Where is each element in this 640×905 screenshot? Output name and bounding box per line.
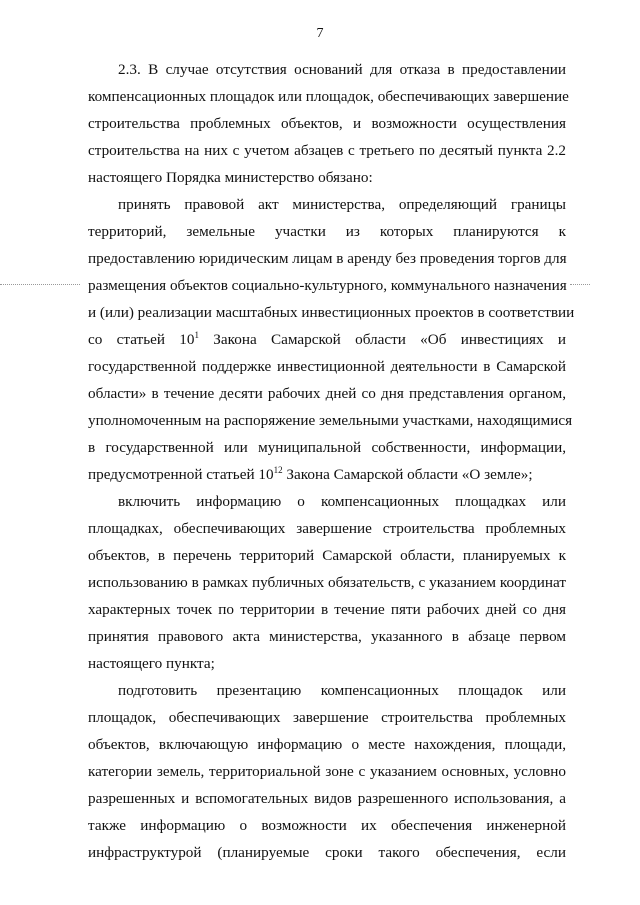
text-line (88, 465, 566, 485)
text-line (88, 330, 566, 350)
page-number: 7 (316, 26, 324, 41)
text-line: принять правовой акт министерства, определяющий границы (118, 196, 566, 213)
scan-mark-right (570, 284, 590, 285)
text-line: использованию в рамках публичных обязательств, с указанием координат (88, 574, 566, 591)
text-line: площадок, обеспечивающих завершение строительства проблемных (88, 709, 566, 726)
text-span: Закона Самарской области «Об инвестициях и (213, 331, 567, 348)
text-line: площадках, обеспечивающих завершение строительства проблемных (88, 520, 566, 537)
text-line: включить информацию о компенсационных площадках или (118, 493, 566, 510)
text-line: настоящего Порядка министерство обязано: (88, 169, 373, 186)
text-line: области» в течение десяти рабочих дней со дня представления органом, (88, 385, 566, 402)
text-span: предусмотренной статьей 10 (88, 466, 274, 483)
text-line: компенсационных площадок или площадок, обеспечивающих завершение (88, 88, 569, 105)
superscript: 12 (273, 464, 283, 475)
superscript: 1 (194, 329, 199, 340)
text-line: категории земель, территориальной зоне с указанием основных, условно (88, 763, 566, 780)
text-line: территорий, земельные участки из которых планируются к (88, 223, 566, 240)
text-line: характерных точек по территории в течение пяти рабочих дней со дня (88, 601, 566, 618)
text-line: уполномоченным на распоряжение земельными участками, находящимися (88, 412, 573, 429)
text-line: строительства проблемных объектов, и возможности осуществления (88, 115, 566, 132)
text-line: инфраструктурой (планируемые сроки такого обеспечения, если (88, 844, 566, 861)
text-span: со статьей 10 (88, 331, 195, 348)
text-line: строительства на них с учетом абзацев с третьего по десятый пункта 2.2 (88, 142, 566, 159)
text-line: государственной поддержке инвестиционной деятельности в Самарской (88, 358, 566, 375)
text-span: Закона Самарской области «О земле»; (286, 466, 533, 483)
text-line: подготовить презентацию компенсационных площадок или (118, 682, 566, 699)
text-line: принятия правового акта министерства, указанного в абзаце первом (88, 628, 566, 645)
text-line: размещения объектов социально-культурного, коммунального назначения (88, 277, 567, 294)
text-line: объектов, в перечень территорий Самарской области, планируемых к (88, 547, 566, 564)
text-line: в государственной или муниципальной собственности, информации, (88, 439, 566, 456)
text-line: настоящего пункта; (88, 655, 215, 672)
text-line: разрешенных и вспомогательных видов разрешенного использования, а (88, 790, 566, 807)
text-line: объектов, включающую информацию о месте нахождения, площади, (88, 736, 566, 753)
text-line: 2.3. В случае отсутствия оснований для отказа в предоставлении (118, 61, 566, 78)
text-line: и (или) реализации масштабных инвестиционных проектов в соответствии (88, 304, 575, 321)
text-line: также информацию о возможности их обеспечения инженерной (88, 817, 566, 834)
text-line: предоставлению юридическим лицам в аренду без проведения торгов для (88, 250, 567, 267)
scan-mark-left (0, 284, 80, 285)
